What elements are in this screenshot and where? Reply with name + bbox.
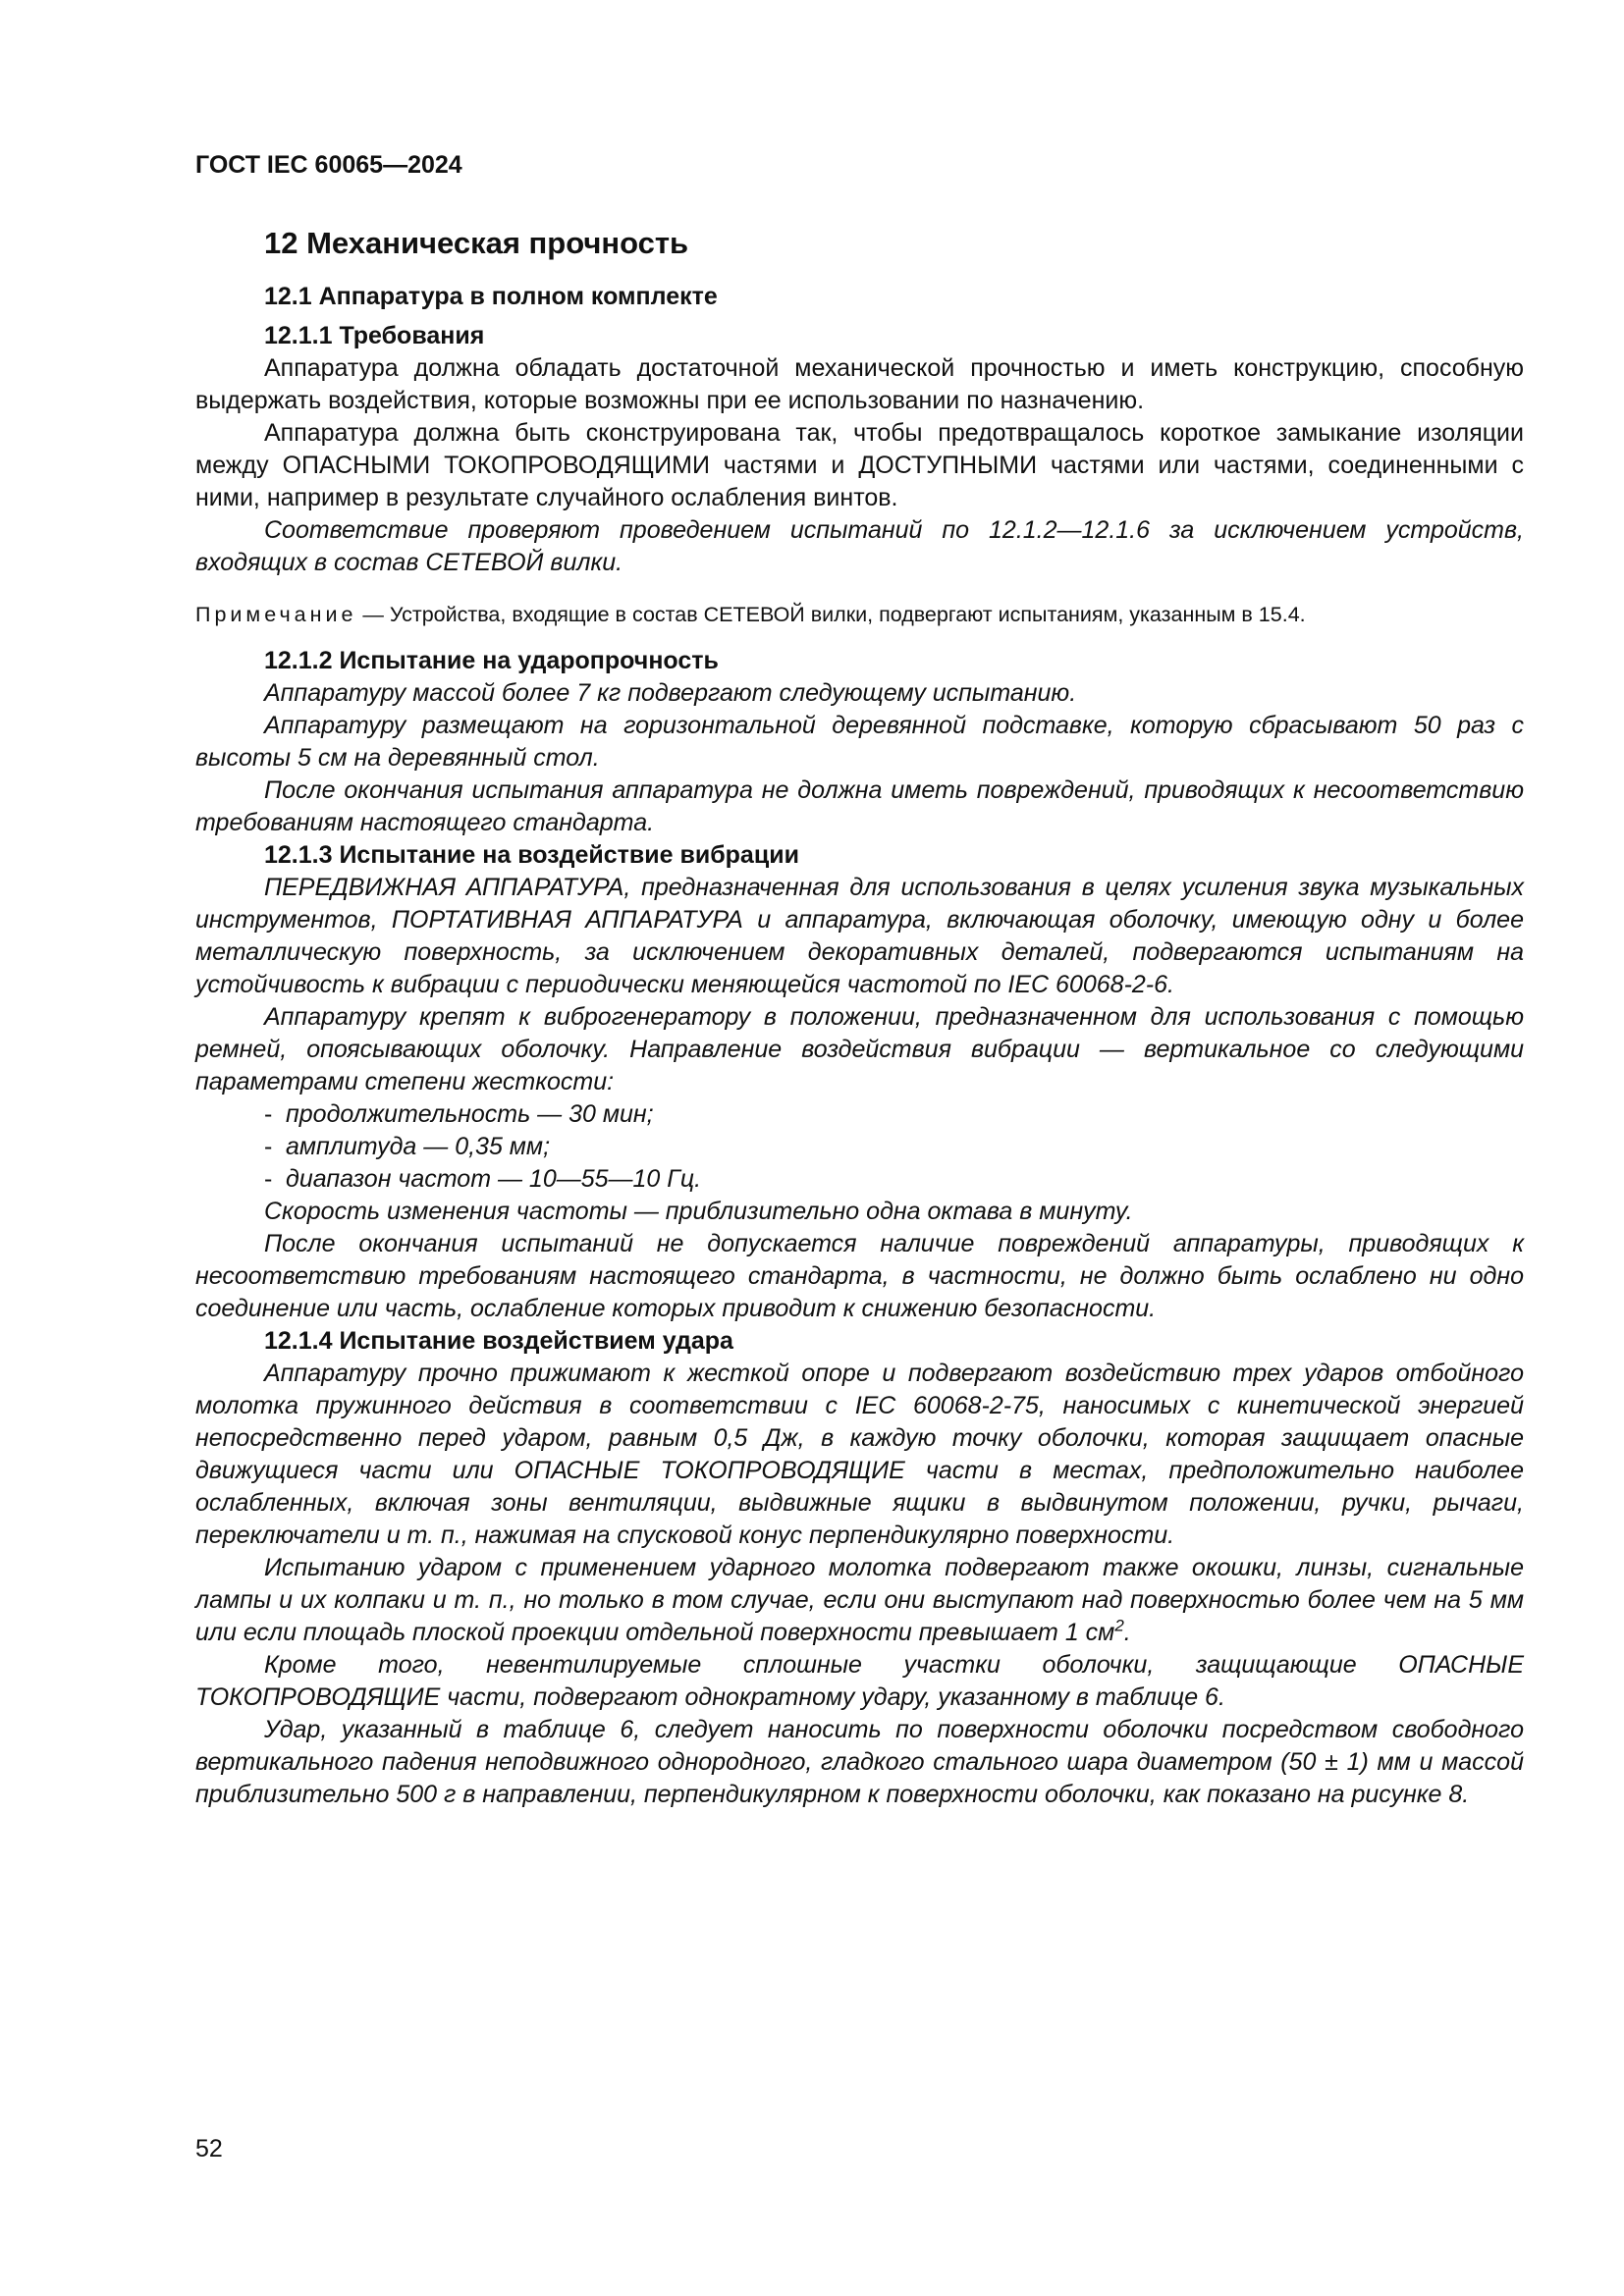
superscript: 2 <box>1114 1616 1124 1635</box>
paragraph: Испытанию ударом с применением ударного молотка подвергают также окошки, линзы, сигнальные лампы и их колпаки и т. п., но только в том случае, если они выступают над поверхностью более чем на 5 мм или если площадь плоской проекции отдельной поверхности превышает 1 $см^2$. <box>195 1554 1524 1646</box>
clause-title-12-1-1: 12.1.1 Требования <box>264 322 485 349</box>
paragraph: После окончания испытаний не допускается наличие повреждений аппаратуры, приводящих к несоответствию требованиям настоящего стандарта, в частности, не должно быть ослаблено ни одно соединение или часть, ослабление которых приводит к снижению безопасности. <box>195 1230 1524 1322</box>
paragraph: Аппаратуру прочно прижимают к жесткой опоре и подвергают воздействию трех ударов отбойного молотка пружинного действия в соответствии с IEC 60068-2-75, наносимых с кинетической энергией непосредственно перед ударом, равным 0,5 Дж, в каждую точку оболочки, которая защищает опасные движущиеся части или ОПАСНЫЕ ТОКОПРОВОДЯЩИЕ части в местах, предположительно наиболее ослабленных, включая зоны вентиляции, выдвижные ящики в выдвинутом положении, ручки, рычаги, переключатели и т. п., нажимая на спусковой конус перпендикулярно поверхности. <box>195 1360 1524 1549</box>
clause-title-12-1-2: 12.1.2 Испытание на ударопрочность <box>264 647 719 674</box>
page-number: 52 <box>195 2135 223 2163</box>
note-text: — Устройства, входящие в состав СЕТЕВОЙ вилки, подвергают испытаниям, указанным в 15.4. <box>356 603 1306 626</box>
paragraph: Кроме того, невентилируемые сплошные участки оболочки, защищающие ОПАСНЫЕ ТОКОПРОВОДЯЩИЕ части, подвергают однократному удару, указанному в таблице 6. <box>195 1651 1524 1711</box>
paragraph-compliance: Соответствие проверяют проведением испытаний по 12.1.2—12.1.6 за исключением устройств, входящих в состав СЕТЕВОЙ вилки. <box>195 516 1524 576</box>
subsection-title-12-1: 12.1 Аппаратура в полном комплекте <box>264 283 718 310</box>
section-title: 12 Механическая прочность <box>264 226 689 260</box>
clause-title-12-1-3: 12.1.3 Испытание на воздействие вибрации <box>264 841 799 869</box>
paragraph: Аппаратура должна обладать достаточной механической прочностью и иметь конструкцию, способную выдержать воздействия, которые возможны при ее использовании по назначению. <box>195 354 1524 414</box>
paragraph: Аппаратуру размещают на горизонтальной деревянной подставке, которую сбрасывают 50 раз с высоты 5 см на деревянный стол. <box>195 712 1524 772</box>
document-header: ГОСТ IEC 60065—2024 <box>195 151 462 179</box>
document-body <box>195 224 1524 1811</box>
paragraph: ПЕРЕДВИЖНАЯ АППАРАТУРА, предназначенная для использования в целях усиления звука музыкальных инструментов, ПОРТАТИВНАЯ АППАРАТУРА и аппаратура, включающая оболочку, имеющую одну и более металлическую поверхность, за исключением декоративных деталей, подвергаются испытаниям на устойчивость к вибрации с периодически меняющейся частотой по IEC 60068-2-6. <box>195 874 1524 998</box>
list-item: - амплитуда — 0,35 мм; <box>264 1133 551 1160</box>
paragraph: Аппаратура должна быть сконструирована так, чтобы предотвращалось короткое замыкание изоляции между ОПАСНЫМИ ТОКОПРОВОДЯЩИМИ частями и ДОСТУПНЫМИ частями или частями, соединенными с ними, например в результате случайного ослабления винтов. <box>195 419 1524 511</box>
paragraph: Аппаратуру крепят к виброгенератору в положении, предназначенном для использования с помощью ремней, опоясывающих оболочку. Направление воздействия вибрации — вертикальное со следующими параметрами степени жесткости: <box>195 1003 1524 1095</box>
paragraph: После окончания испытания аппаратура не должна иметь повреждений, приводящих к несоответствию требованиям настоящего стандарта. <box>195 776 1524 836</box>
list-item: - диапазон частот — 10—55—10 Гц. <box>264 1165 702 1193</box>
paragraph: Скорость изменения частоты — приблизительно одна октава в минуту. <box>264 1198 1133 1225</box>
clause-title-12-1-4: 12.1.4 Испытание воздействием удара <box>264 1327 733 1355</box>
list-item: - продолжительность — 30 мин; <box>264 1100 654 1128</box>
note-label: Примечание <box>195 603 357 626</box>
paragraph: Удар, указанный в таблице 6, следует наносить по поверхности оболочки посредством свободного вертикального падения неподвижного однородного, гладкого стального шара диаметром (50 ± 1) мм и массой приблизительно 500 г в направлении, перпендикулярном к поверхности оболочки, как показано на рисунке 8. <box>195 1716 1524 1808</box>
paragraph: Аппаратуру массой более 7 кг подвергают следующему испытанию. <box>264 679 1077 707</box>
note <box>195 599 1524 631</box>
